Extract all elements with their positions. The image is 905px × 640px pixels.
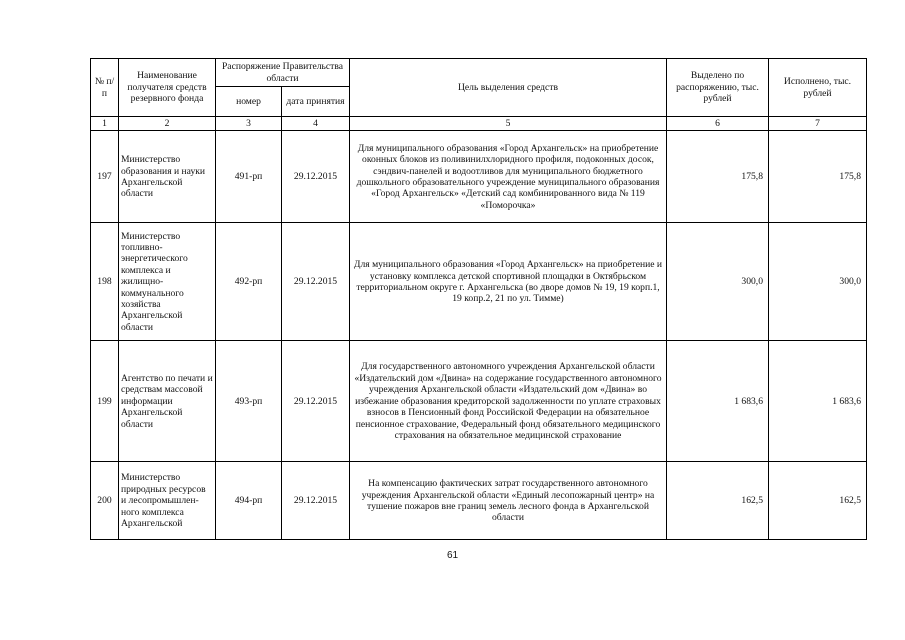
allocated-cell: 162,5	[667, 462, 769, 540]
decree-number-cell: 492-рп	[216, 223, 282, 341]
row-number: 200	[91, 462, 119, 540]
reserve-fund-table	[90, 58, 867, 540]
table-row	[91, 462, 867, 540]
header-decree-date: дата принятия	[282, 87, 350, 117]
purpose-cell: Для муниципального образования «Город Архангельск» на приобретение оконных блоков из поливинилхлоридного профиля, подоконных досок, сэндвич-панелей и водоотливов для муниципального бюджетного дошкольного образовательного учреждение муниципального образования «Город Архангельск» «Детский сад комбинированного вида № 119 «Поморочка»	[350, 131, 667, 223]
recipient-cell: Министерство образования и науки Архангельской области	[119, 131, 216, 223]
header-allocated: Выделено по распоряжению, тыс. рублей	[667, 59, 769, 117]
column-number: 6	[667, 117, 769, 131]
column-number: 7	[769, 117, 867, 131]
decree-number-cell: 493-рп	[216, 341, 282, 462]
executed-cell: 175,8	[769, 131, 867, 223]
purpose-cell: На компенсацию фактических затрат государственного автономного учреждения Архангельской области «Единый лесопожарный центр» на тушение пожаров вне границ земель лесного фонда в Архангельской области	[350, 462, 667, 540]
column-number: 4	[282, 117, 350, 131]
executed-cell: 300,0	[769, 223, 867, 341]
decree-number-cell: 494-рп	[216, 462, 282, 540]
recipient-cell: Министерство топливно-энергетического комплекса и жилищно-коммунального хозяйства Архангельской области	[119, 223, 216, 341]
table-row	[91, 341, 867, 462]
header-recipient: Наименование получателя средств резервного фонда	[119, 59, 216, 117]
executed-cell: 162,5	[769, 462, 867, 540]
decree-date-cell: 29.12.2015	[282, 223, 350, 341]
column-number: 1	[91, 117, 119, 131]
header-num: № п/п	[91, 59, 119, 117]
header-purpose: Цель выделения средств	[350, 59, 667, 117]
decree-date-cell: 29.12.2015	[282, 462, 350, 540]
decree-date-cell: 29.12.2015	[282, 341, 350, 462]
allocated-cell: 1 683,6	[667, 341, 769, 462]
column-number: 5	[350, 117, 667, 131]
row-number: 197	[91, 131, 119, 223]
column-number: 2	[119, 117, 216, 131]
row-number: 199	[91, 341, 119, 462]
decree-date-cell: 29.12.2015	[282, 131, 350, 223]
header-row-1	[91, 59, 867, 87]
column-number: 3	[216, 117, 282, 131]
table-row	[91, 223, 867, 341]
executed-cell: 1 683,6	[769, 341, 867, 462]
header-decree: Распоряжение Правительства области	[216, 59, 350, 87]
allocated-cell: 300,0	[667, 223, 769, 341]
row-number: 198	[91, 223, 119, 341]
purpose-cell: Для государственного автономного учреждения Архангельской области «Издательский дом «Двина» на содержание государственного автономного учреждения Архангельской области «Издательский дом «Двина» во избежание образования кредиторской задолженности по уплате страховых взносов в Пенсионный фонд Российской Федерации на обязательное пенсионное страхование, Федеральный фонд обязательного медицинского страхования на обязательное медицинской страхование	[350, 341, 667, 462]
decree-number-cell: 491-рп	[216, 131, 282, 223]
column-numbers-row	[91, 117, 867, 131]
table-row	[91, 131, 867, 223]
allocated-cell: 175,8	[667, 131, 769, 223]
recipient-cell: Министерство природных ресурсов и лесопромышлен-ного комплекса Архангельской	[119, 462, 216, 540]
header-decree-number: номер	[216, 87, 282, 117]
purpose-cell: Для муниципального образования «Город Архангельск» на приобретение и установку комплекса детской спортивной площадки в Октябрьском территориальном округе г. Архангельска (во дворе домов № 19, 19 корп.1, 19 копр.2, 21 по ул. Тимме)	[350, 223, 667, 341]
header-executed: Исполнено, тыс. рублей	[769, 59, 867, 117]
recipient-cell: Агентство по печати и средствам массовой информации Архангельской области	[119, 341, 216, 462]
page-number: 61	[446, 550, 459, 561]
